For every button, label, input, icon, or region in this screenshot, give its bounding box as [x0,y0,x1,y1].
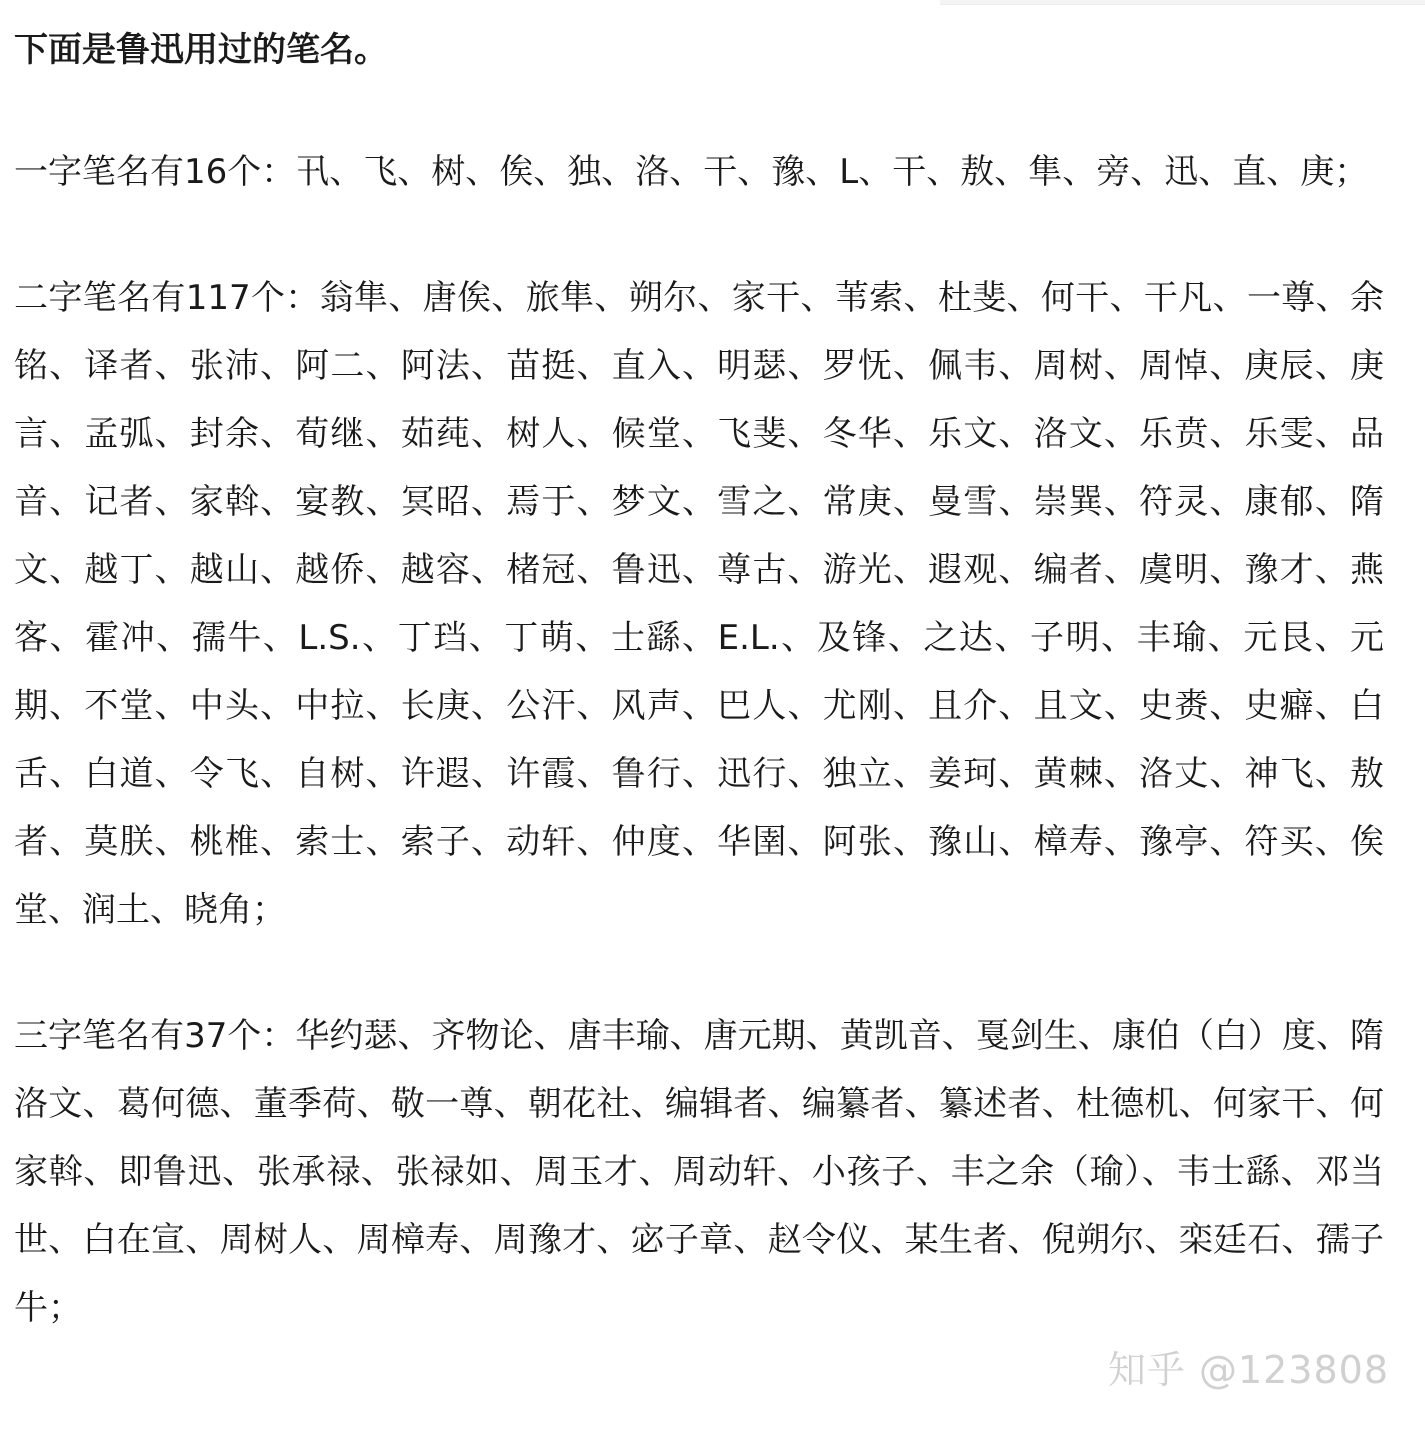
zhihu-watermark: 知乎 @123808 [1107,1348,1389,1392]
paragraph-two-char-names: 二字笔名有117个：翁隼、唐俟、旅隼、朔尔、家干、苇索、杜斐、何干、干凡、一尊、余铭、译者、张沛、阿二、阿法、苗挺、直入、明瑟、罗怃、佩韦、周树、周悼、庚辰、庚言、孟弧、封余、荀继、茹莼、树人、候堂、飞斐、冬华、乐文、洛文、乐贲、乐雯、品音、记者、家斡、宴教、冥昭、焉于、梦文、雪之、常庚、曼雪、崇巽、符灵、康郁、隋文、越丁、越山、越侨、越容、楮冠、鲁迅、尊古、游光、遐观、编者、虞明、豫才、燕客、霍冲、孺牛、L.S.、丁珰、丁萌、士繇、E.L.、及锋、之达、子明、丰瑜、元艮、元期、不堂、中头、中拉、长庚、公汗、风声、巴人、尤刚、且介、且文、史赉、史癖、白舌、白道、令飞、自树、许遐、许霞、鲁行、迅行、独立、姜珂、黄棘、洛丈、神飞、敖者、莫朕、桃椎、索士、索子、动轩、仲度、华圉、阿张、豫山、樟寿、豫亭、符买、俟堂、润土、晓角； [14,278,1384,930]
paragraph-one-char-names: 一字笔名有16个：卂、飞、树、俟、独、洛、干、豫、L、干、敖、隼、旁、迅、直、庚； [14,152,1369,192]
article-heading: 下面是鲁迅用过的笔名。 [14,30,388,70]
article-body [14,0,1384,1342]
paragraph-three-char-names: 三字笔名有37个：华约瑟、齐物论、唐丰瑜、唐元期、黄凯音、戛剑生、康伯（白）度、隋洛文、葛何德、董季荷、敬一尊、朝花社、编辑者、编纂者、纂述者、杜德机、何家干、何家斡、即鲁迅、张承禄、张禄如、周玉才、周动轩、小孩子、丰之余（瑜）、韦士繇、邓当世、白在宣、周树人、周樟寿、周豫才、宓子章、赵令仪、某生者、倪朔尔、栾廷石、孺子牛； [14,1016,1384,1328]
